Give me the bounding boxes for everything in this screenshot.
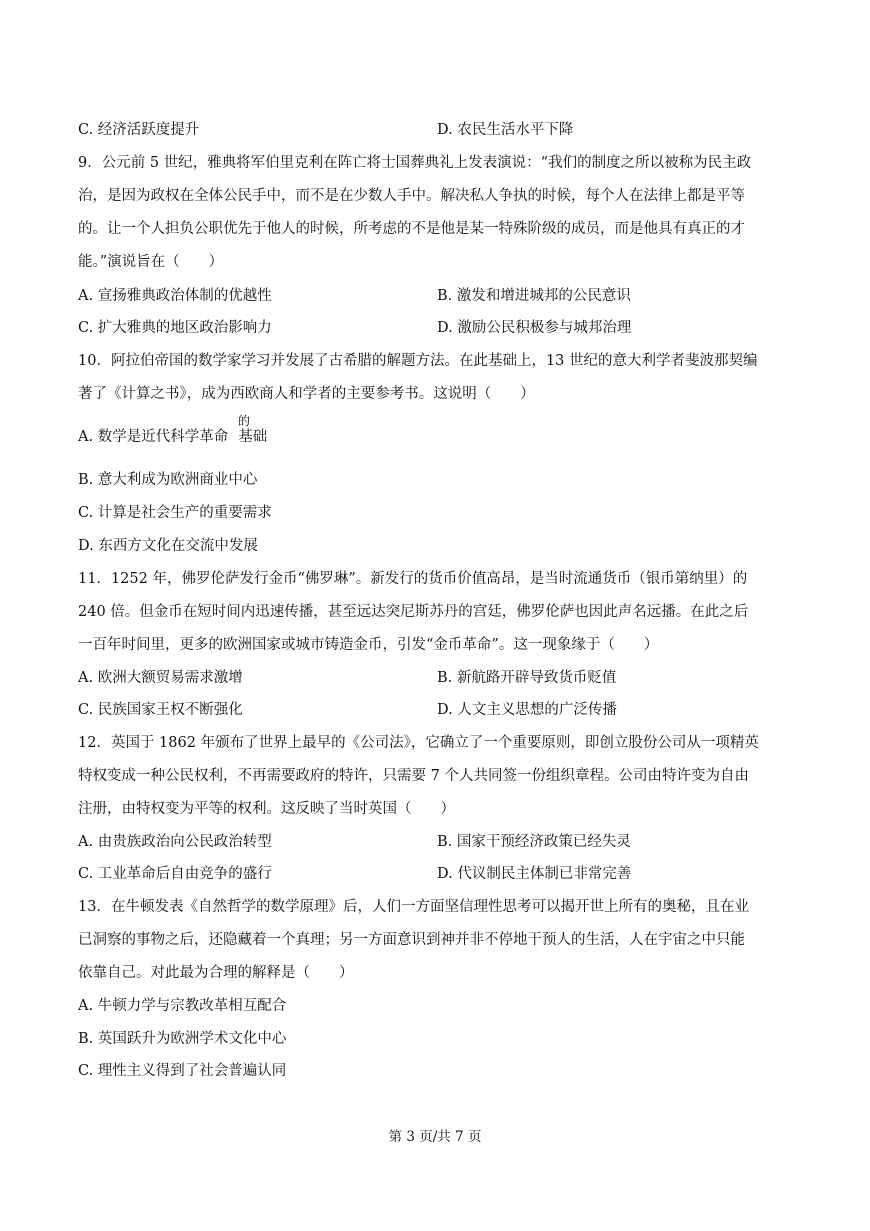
q9-option-d: D. 激励公民积极参与城邦治理: [437, 320, 632, 336]
q12-option-a: A. 由贵族政治向公民政治转型: [78, 834, 272, 850]
q13-stem-line-1: 13．在牛顿发表《自然哲学的数学原理》后，人们一方面坚信理性思考可以揭开世上所有的奥秘，且在业: [78, 899, 749, 915]
q12-stem-line-2: 特权变成一种公民权利，不再需要政府的特许，只需要 7 个人共同签一份组织章程。公司由特许变为自由: [78, 768, 749, 784]
q11-option-a: A. 欧洲大额贸易需求激增: [78, 670, 243, 686]
q8-option-d: D. 农民生活水平下降: [437, 122, 574, 138]
q9-stem-line-1: 9．公元前 5 世纪，雅典将军伯里克利在阵亡将士国葬典礼上发表演说：“我们的制度之所以被称为民主政: [78, 155, 752, 171]
q12-option-c: C. 工业革命后自由竞争的盛行: [78, 866, 272, 882]
q11-option-b: B. 新航路开辟导致货币贬值: [437, 670, 617, 686]
q12-stem-line-3: 注册，由特权变为平等的权利。这反映了当时英国（ ）: [78, 801, 455, 817]
q13-stem-line-3: 依靠自己。对此最为合理的解释是（ ）: [78, 965, 354, 981]
q10-option-a-superscript: 的: [238, 414, 251, 428]
q9-stem-line-3: 的。让一个人担负公职优先于他人的时候，所考虑的不是他是某一特殊阶级的成员，而是他具有真正的才: [78, 221, 745, 237]
q10-option-a-text: A. 数学是近代科学革命: [78, 429, 229, 445]
q10-option-c: C. 计算是社会生产的重要需求: [78, 505, 272, 521]
q10-stem-line-1: 10．阿拉伯帝国的数学家学习并发展了古希腊的解题方法。在此基础上，13 世纪的意大利学者斐波那契编: [78, 353, 758, 369]
page-number-footer: 第 3 页/共 7 页: [388, 1129, 482, 1145]
q13-option-c: C. 理性主义得到了社会普遍认同: [78, 1063, 287, 1079]
q11-option-c: C. 民族国家王权不断强化: [78, 702, 243, 718]
q11-stem-line-1: 11．1252 年，佛罗伦萨发行金币“佛罗琳”。新发行的货币价值高昂，是当时流通货币（银币第纳里）的: [78, 571, 748, 587]
q10-option-a: [78, 427, 267, 447]
q13-stem-line-2: 已洞察的事物之后，还隐藏着一个真理；另一方面意识到神并非不停地干预人的生活，人在宇宙之中只能: [78, 932, 745, 948]
q8-option-c: C. 经济活跃度提升: [78, 122, 200, 138]
q9-stem-line-4: 能。”演说旨在（ ）: [78, 254, 224, 270]
q13-option-a: A. 牛顿力学与宗教改革相互配合: [78, 998, 287, 1014]
q9-option-c: C. 扩大雅典的地区政治影响力: [78, 320, 272, 336]
q10-option-a-tail: 基础: [238, 429, 268, 445]
q13-option-b: B. 英国跃升为欧洲学术文化中心: [78, 1031, 287, 1047]
q12-option-b: B. 国家干预经济政策已经失灵: [437, 834, 631, 850]
q12-stem-line-1: 12．英国于 1862 年颁布了世界上最早的《公司法》，它确立了一个重要原则，即创立股份公司从一项精英: [78, 735, 759, 751]
q10-stem-line-2: 著了《计算之书》，成为西欧商人和学者的主要参考书。这说明（ ）: [78, 386, 535, 402]
q11-stem-line-2: 240 倍。但金币在短时间内迅速传播，甚至远达突尼斯苏丹的宫廷，佛罗伦萨也因此声名远播。在此之后: [78, 604, 749, 620]
q10-option-d: D. 东西方文化在交流中发展: [78, 538, 258, 554]
q9-option-a: A. 宣扬雅典政治体制的优越性: [78, 288, 272, 304]
q9-option-b: B. 激发和增进城邦的公民意识: [437, 288, 631, 304]
q11-option-d: D. 人文主义思想的广泛传播: [437, 702, 617, 718]
q12-option-d: D. 代议制民主体制已非常完善: [437, 866, 632, 882]
q11-stem-line-3: 一百年时间里，更多的欧洲国家或城市铸造金币，引发“金币革命”。这一现象缘于（ ）: [78, 637, 659, 653]
q10-option-b: B. 意大利成为欧洲商业中心: [78, 472, 258, 488]
q9-stem-line-2: 治，是因为政权在全体公民手中，而不是在少数人手中。解决私人争执的时候，每个人在法律上都是平等: [78, 188, 745, 204]
